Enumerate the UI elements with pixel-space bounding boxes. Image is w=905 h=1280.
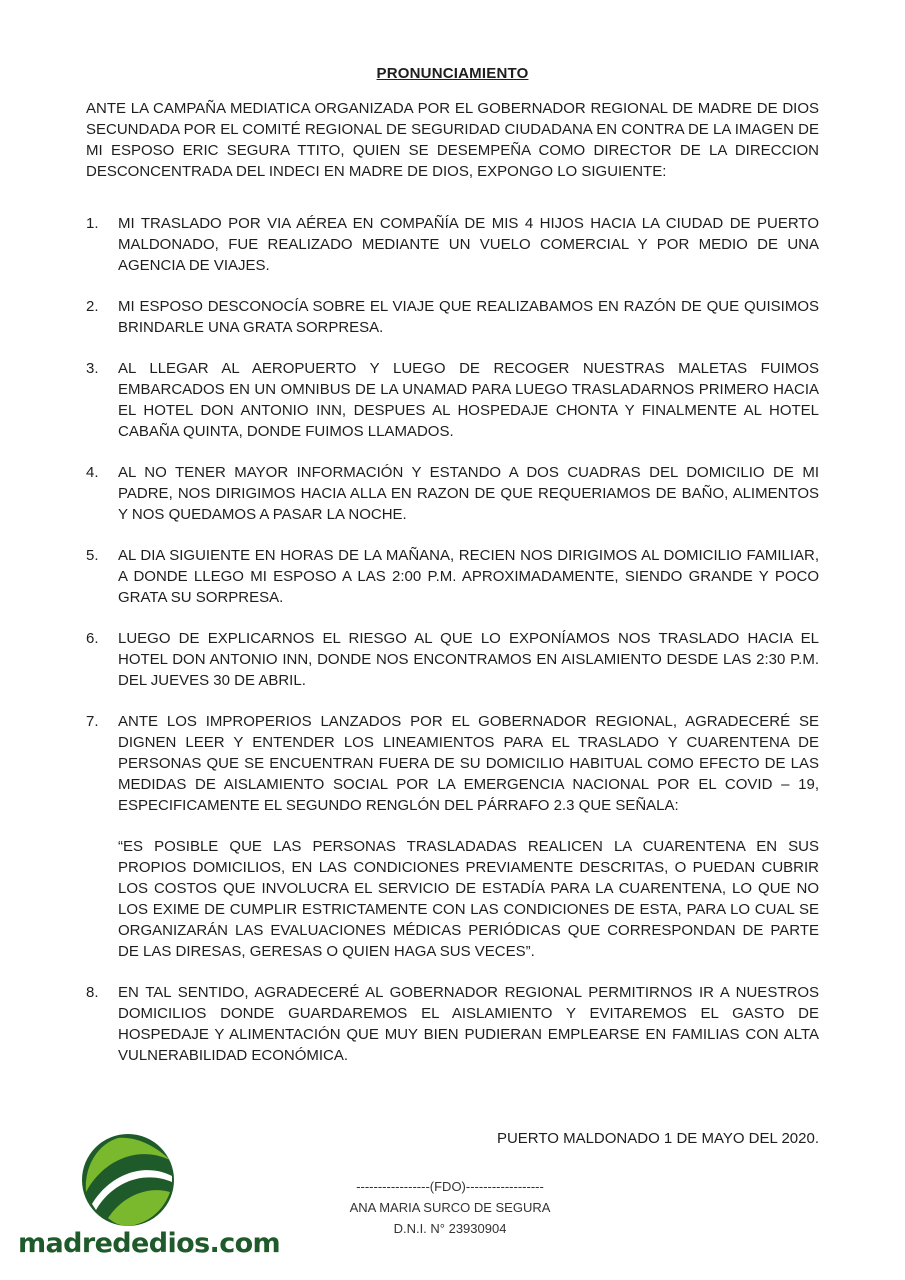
intro-paragraph: ANTE LA CAMPAÑA MEDIATICA ORGANIZADA POR EL GOBERNADOR REGIONAL DE MADRE DE DIOS SECUNDADA POR EL COMITÉ REGIONAL DE SEGURIDAD CIUDADANA EN CONTRA DE LA IMAGEN DE MI ESPOSO ERIC SEGURA TTITO, QUIEN SE DESEMPEÑA COMO DIRECTOR DE LA DIRECCION DESCONCENTRADA DEL INDECI EN MADRE DE DIOS, EXPONGO LO SIGUIENTE: <box>86 100 819 180</box>
numbered-list <box>86 213 819 1086</box>
list-item <box>86 982 819 1066</box>
item-number: 2. <box>86 298 99 315</box>
document-title: PRONUNCIAMIENTO <box>376 65 529 82</box>
item-text: LUEGO DE EXPLICARNOS EL RIESGO AL QUE LO EXPONÍAMOS NOS TRASLADO HACIA EL HOTEL DON ANTONIO INN, DONDE NOS ENCONTRAMOS EN AISLAMIENTO DESDE LAS 2:30 P.M. DEL JUEVES 30 DE ABRIL. <box>118 630 819 689</box>
item-number: 6. <box>86 630 99 647</box>
item-number: 7. <box>86 713 99 730</box>
item-text: AL DIA SIGUIENTE EN HORAS DE LA MAÑANA, RECIEN NOS DIRIGIMOS AL DOMICILIO FAMILIAR, A DONDE LLEGO MI ESPOSO A LAS 2:00 P.M. APROXIMADAMENTE, SIENDO GRANDE Y POCO GRATA SU SORPRESA. <box>118 547 819 606</box>
item-text: MI ESPOSO DESCONOCÍA SOBRE EL VIAJE QUE REALIZABAMOS EN RAZÓN DE QUE QUISIMOS BRINDARLE UNA GRATA SORPRESA. <box>118 298 819 336</box>
list-item <box>86 213 819 276</box>
item-text: AL LLEGAR AL AEROPUERTO Y LUEGO DE RECOGER NUESTRAS MALETAS FUIMOS EMBARCADOS EN UN OMNIBUS DE LA UNAMAD PARA LUEGO TRASLADARNOS PRIMERO HACIA EL HOTEL DON ANTONIO INN, DESPUES AL HOSPEDAJE CHONTA Y FINALMENTE AL HOTEL CABAÑA QUINTA, DONDE FUIMOS LLAMADOS. <box>118 360 819 440</box>
item-number: 1. <box>86 215 99 232</box>
signature-line: -----------------(FDO)------------------ <box>356 1179 544 1194</box>
list-item <box>86 545 819 608</box>
list-item <box>86 628 819 691</box>
signature-block <box>300 1176 600 1239</box>
signer-dni: D.N.I. N° 23930904 <box>393 1221 507 1236</box>
list-item <box>86 296 819 338</box>
item-text: AL NO TENER MAYOR INFORMACIÓN Y ESTANDO A DOS CUADRAS DEL DOMICILIO DE MI PADRE, NOS DIRIGIMOS HACIA ALLA EN RAZON DE QUE REQUERIAMOS DE BAÑO, ALIMENTOS Y NOS QUEDAMOS A PASAR LA NOCHE. <box>118 464 819 523</box>
item-number: 3. <box>86 360 99 377</box>
list-item <box>86 711 819 962</box>
item-text: ANTE LOS IMPROPERIOS LANZADOS POR EL GOBERNADOR REGIONAL, AGRADECERÉ SE DIGNEN LEER Y ENTENDER LOS LINEAMIENTOS PARA EL TRASLADO Y CUARENTENA DE PERSONAS QUE SE ENCUENTRAN FUERA DE SU DOMICILIO HABITUAL COMO EFECTO DE LAS MEDIDAS DE AISLAMIENTO SOCIAL POR LA EMERGENCIA NACIONAL POR EL COVID – 19, ESPECIFICAMENTE EL SEGUNDO RENGLÓN DEL PÁRRAFO 2.3 QUE SEÑALA: <box>118 713 819 814</box>
place-date: PUERTO MALDONADO 1 DE MAYO DEL 2020. <box>496 1130 819 1147</box>
leaf-ball-logo-icon <box>78 1130 178 1230</box>
list-item <box>86 358 819 442</box>
list-item <box>86 462 819 525</box>
quoted-guideline: “ES POSIBLE QUE LAS PERSONAS TRASLADADAS REALICEN LA CUARENTENA EN SUS PROPIOS DOMICILIOS, EN LAS CONDICIONES PREVIAMENTE DESCRITAS, O PUEDAN CUBRIR LOS COSTOS QUE INVOLUCRA EL SERVICIO DE ESTADÍA PARA LA CUARENTENA, LO QUE NO LOS EXIME DE CUMPLIR ESTRICTAMENTE CON LAS CONDICIONES DE ESTA, PARA LO CUAL SE ORGANIZARÁN LAS EVALUACIONES MÉDICAS PERIÓDICAS QUE CORRESPONDAN DE PARTE DE LAS DIRESAS, GERESAS O QUIEN HAGA SUS VECES”. <box>118 838 819 960</box>
watermark-logo <box>18 1130 281 1270</box>
item-text: EN TAL SENTIDO, AGRADECERÉ AL GOBERNADOR REGIONAL PERMITIRNOS IR A NUESTROS DOMICILIOS DONDE GUARDAREMOS EL AISLAMIENTO Y EVITAREMOS EL GASTO DE HOSPEDAJE Y ALIMENTACIÓN QUE MUY BIEN PUDIERAN EMPLEARSE EN FAMILIAS CON ALTA VULNERABILIDAD ECONÓMICA. <box>118 984 819 1064</box>
item-number: 4. <box>86 464 99 481</box>
watermark-text: madrededios.com <box>18 1228 281 1259</box>
item-text: MI TRASLADO POR VIA AÉREA EN COMPAÑÍA DE MIS 4 HIJOS HACIA LA CIUDAD DE PUERTO MALDONADO, FUE REALIZADO MEDIANTE UN VUELO COMERCIAL Y POR MEDIO DE UNA AGENCIA DE VIAJES. <box>118 215 819 274</box>
item-number: 8. <box>86 984 99 1001</box>
item-number: 5. <box>86 547 99 564</box>
signer-name: ANA MARIA SURCO DE SEGURA <box>349 1200 551 1215</box>
